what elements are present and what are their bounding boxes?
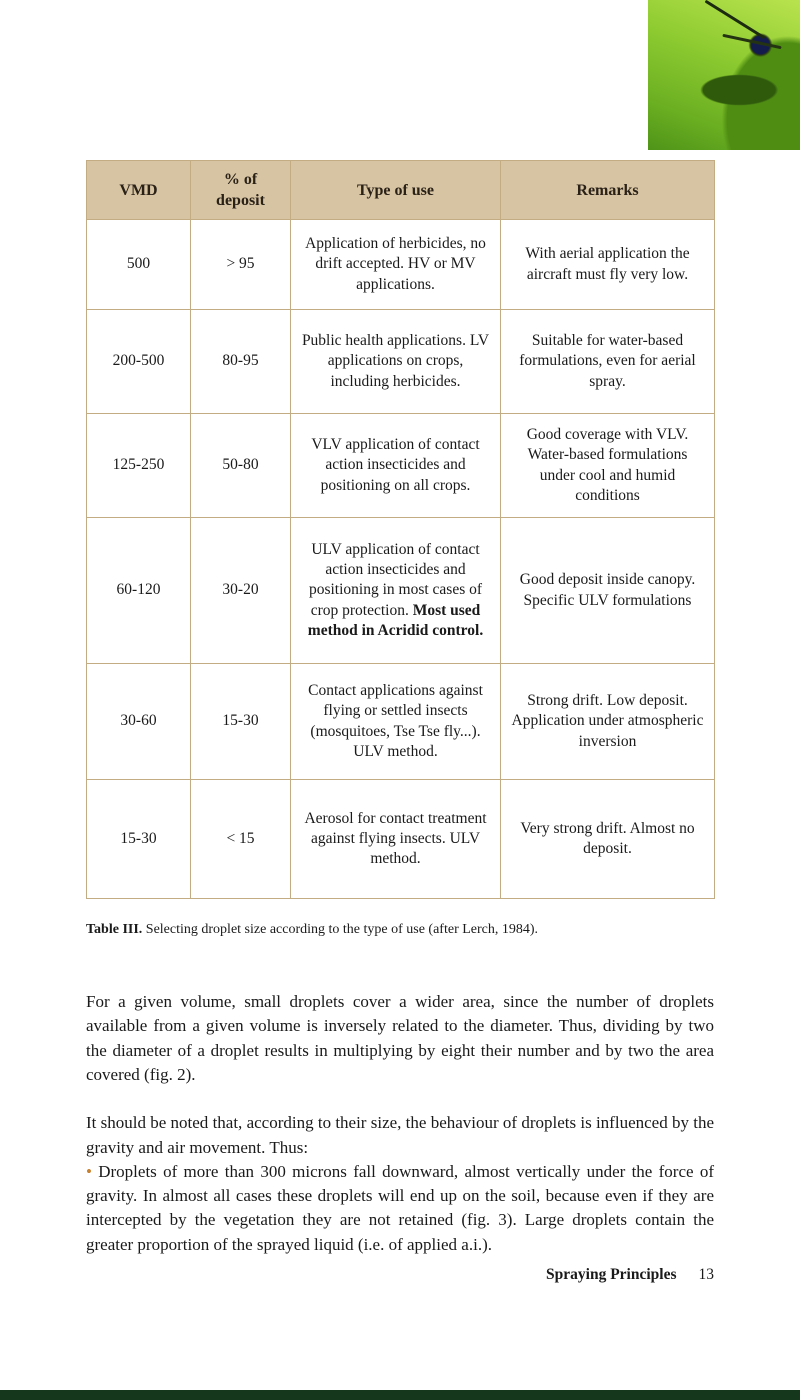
cell-use: VLV application of contact action insecticides and positioning on all crops. [291,414,501,518]
header-type-of-use: Type of use [291,161,501,220]
table-caption [86,921,714,940]
cell-deposit: < 15 [191,780,291,899]
cell-deposit: 30-20 [191,518,291,664]
cell-use: Aerosol for contact treatment against flying insects. ULV method. [291,780,501,899]
page-footer [546,1266,714,1284]
bullet-icon: • [86,1161,92,1181]
cell-use: Application of herbicides, no drift accepted. HV or MV applications. [291,220,501,310]
table-header-row [87,161,715,220]
table-row [87,414,715,518]
cell-use-text: ULV application of contact action insecticides and positioning in most cases of crop protection. [308,540,483,619]
page-content [86,160,714,1257]
cell-remarks: Very strong drift. Almost no deposit. [501,780,715,899]
paragraph-droplet-behaviour [86,1111,714,1257]
table-row [87,310,715,414]
cell-use: Public health applications. LV applications on crops, including herbicides. [291,310,501,414]
cell-deposit: > 95 [191,220,291,310]
cell-deposit: 50-80 [191,414,291,518]
cell-vmd: 60-120 [87,518,191,664]
cell-use-bold-period: . [479,622,484,640]
header-vmd: VMD [87,161,191,220]
grasshopper-photo [648,0,800,150]
table-caption-label: Table III. [86,922,143,938]
cell-use [291,518,501,664]
cell-vmd: 200-500 [87,310,191,414]
cell-vmd: 15-30 [87,780,191,899]
cell-deposit: 80-95 [191,310,291,414]
bullet-item-text: Droplets of more than 300 microns fall downward, almost vertically under the force of gravity. In almost all cases these droplets will end up on the soil, because even if they are intercepted by the vegetation they are not retained (fig. 3). Large droplets contain the greater proportion of the sprayed liquid (i.e. of applied a.i.). [86,1161,714,1254]
cell-deposit: 15-30 [191,664,291,780]
table-caption-text: Selecting droplet size according to the type of use (after Lerch, 1984). [142,922,539,938]
cell-vmd: 125-250 [87,414,191,518]
header-remarks: Remarks [501,161,715,220]
table-row [87,220,715,310]
cell-remarks: Good deposit inside canopy. Specific ULV formulations [501,518,715,664]
footer-section-title: Spraying Principles [546,1266,677,1283]
table-row [87,518,715,664]
cell-remarks: Good coverage with VLV. Water-based formulations under cool and humid conditions [501,414,715,518]
paragraph-intro-text: It should be noted that, according to their size, the behaviour of droplets is influenced by the gravity and air movement. Thus: [86,1113,714,1157]
bottom-green-bar [0,1390,800,1400]
cell-use-bold-text: Most used method in Acridid control [307,601,481,640]
cell-remarks: Suitable for water-based formulations, even for aerial spray. [501,310,715,414]
cell-remarks: Strong drift. Low deposit. Application under atmospheric inversion [501,664,715,780]
droplet-size-table [86,160,715,899]
cell-vmd: 30-60 [87,664,191,780]
header-deposit: % of deposit [191,161,291,220]
cell-vmd: 500 [87,220,191,310]
paragraph-droplet-volume: For a given volume, small droplets cover a wider area, since the number of droplets available from a given volume is inversely related to the diameter. Thus, dividing by two the diameter of a droplet results in multiplying by eight their number and by two the area covered (fig. 2). [86,992,714,1084]
table-row [87,664,715,780]
table-row [87,780,715,899]
footer-page-number: 13 [698,1266,714,1283]
cell-use: Contact applications against flying or settled insects (mosquitoes, Tse Tse fly...). ULV method. [291,664,501,780]
cell-remarks: With aerial application the aircraft must fly very low. [501,220,715,310]
